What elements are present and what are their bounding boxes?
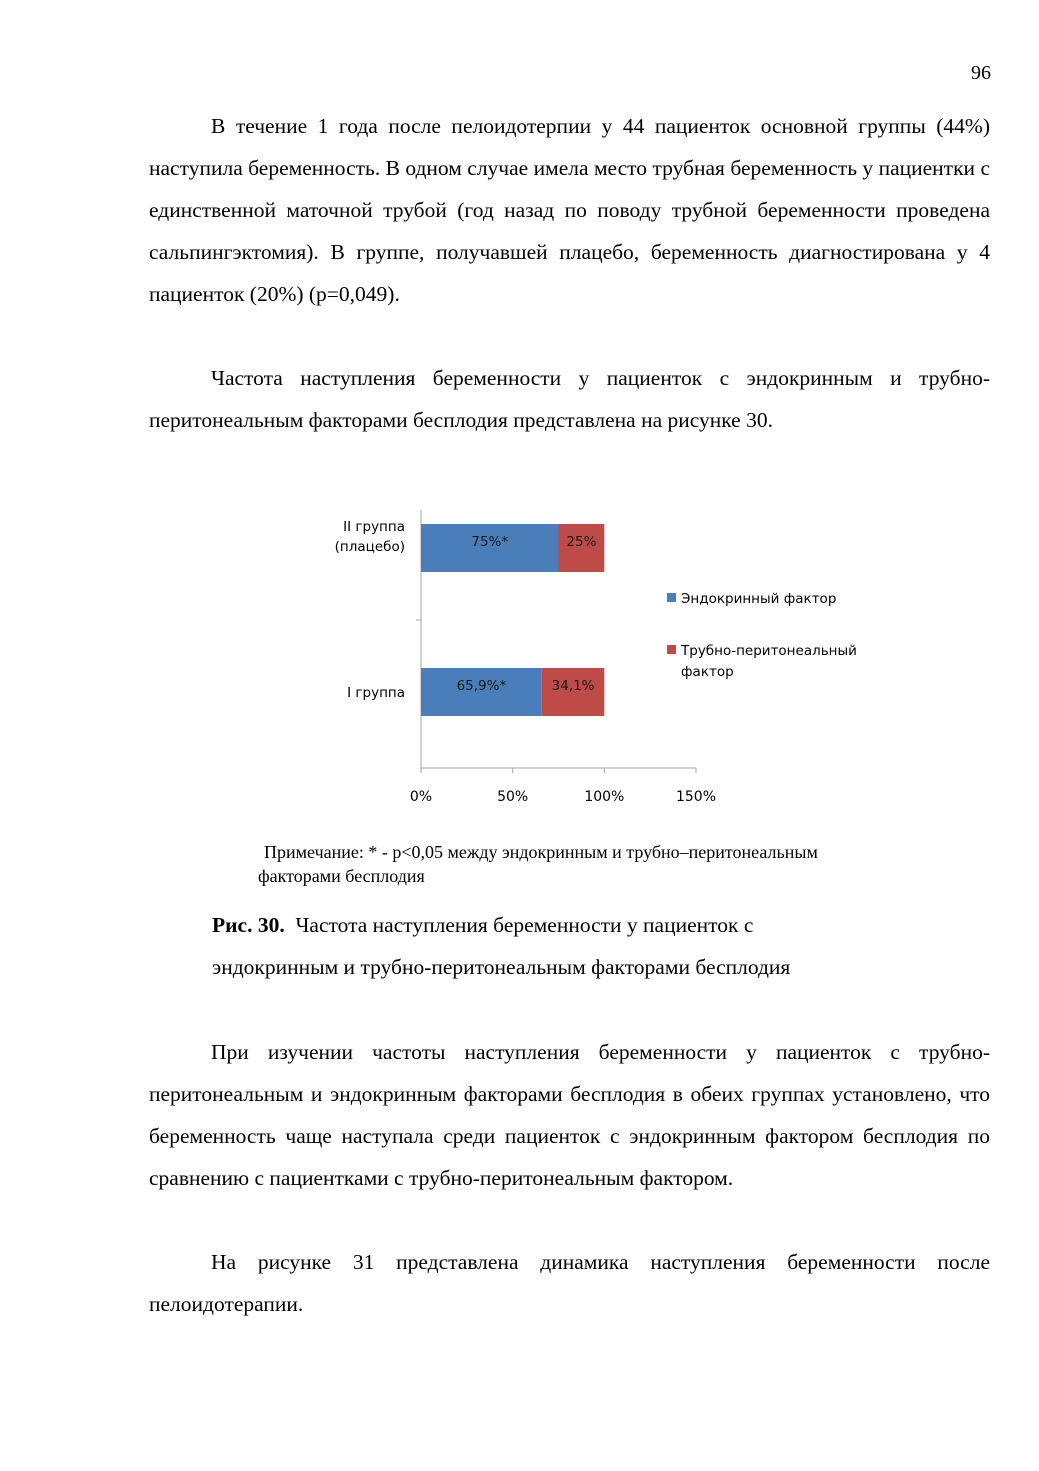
data-label: 75%* — [471, 534, 509, 550]
paragraph-pregnancy-rate: В течение 1 года после пелоидотерпии у 44 пациенток основной группы (44%) наступила беременность. В одном случае имела место трубная беременность у пациентки с единственной маточной трубой (год назад по поводу трубной беременности проведена сальпингэктомия). В группе, получавшей плацебо, беременность диагностирована у 4 пациенток (20%) (p=0,049). — [149, 114, 990, 306]
x-tick-label: 0% — [409, 789, 433, 805]
figure-30-chart — [320, 510, 880, 810]
legend-tubal-label: фактор — [681, 664, 734, 680]
x-tick-label: 50% — [497, 789, 529, 805]
figure-note — [258, 840, 938, 888]
figure-note-line-1: Примечание: * - p<0,05 между эндокринным и трубно–перитонеальным — [264, 842, 818, 862]
legend-endocrine-swatch — [667, 593, 676, 602]
page-number: 96 — [971, 62, 991, 84]
category-label: (плацебо) — [334, 539, 405, 555]
paragraph-figure-31-ref: На рисунке 31 представлена динамика наступления беременности после пелоидотерапии. — [149, 1250, 990, 1316]
figure-caption-line-2: эндокринным и трубно-перитонеальным факторами бесплодия — [212, 955, 791, 979]
data-label: 65,9%* — [456, 678, 507, 694]
category-label: II группа — [343, 519, 405, 535]
data-label: 34,1% — [551, 678, 595, 694]
x-tick-label: 100% — [584, 789, 625, 805]
category-label: I группа — [347, 685, 405, 701]
data-label: 25% — [566, 534, 597, 550]
legend-tubal-label: Трубно-перитонеальный — [681, 643, 857, 659]
paragraph-findings: При изучении частоты наступления беременности у пациенток с трубно-перитонеальным и эндокринным факторами бесплодия в обеих группах установлено, что беременность чаще наступала среди пациенток с эндокринным фактором бесплодия по сравнению с пациентками с трубно-перитонеальным фактором. — [149, 1040, 990, 1190]
x-tick-label: 150% — [675, 789, 717, 805]
figure-note-line-2: факторами бесплодия — [258, 866, 425, 886]
paragraph-figure-intro: Частота наступления беременности у пациенток с эндокринным и трубно-перитонеальным факторами бесплодия представлена на рисунке 30. — [149, 366, 990, 432]
figure-caption-line-1: Частота наступления беременности у пациенток с — [295, 913, 754, 937]
figure-caption-label: Рис. 30. — [212, 913, 285, 937]
legend-endocrine-label: Эндокринный фактор — [681, 591, 837, 607]
figure-caption — [212, 904, 972, 988]
legend-tubal-swatch — [667, 645, 676, 654]
stacked-bar-chart — [320, 510, 880, 810]
